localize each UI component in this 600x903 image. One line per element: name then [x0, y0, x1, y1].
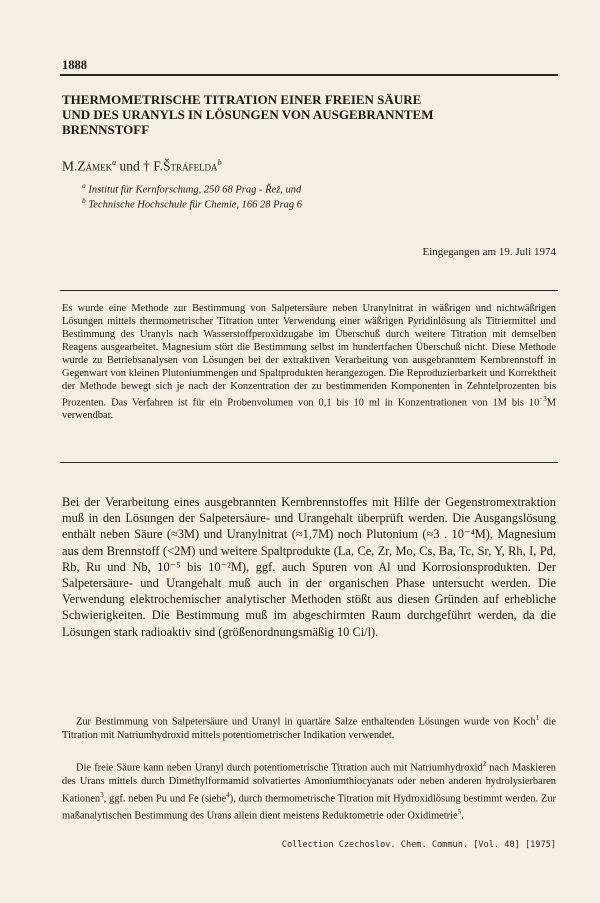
header-rule	[60, 74, 558, 76]
abstract-bottom-rule	[60, 462, 558, 463]
abstract: Es wurde eine Methode zur Bestimmung von Salpetersäure neben Uranylnitrat in wäßrigen und nichtwäßrigen Lösungen mittels thermometrischer Titration unter Verwendung einer wäßrigen Pyridinlösung als Titriermittel und Bestimmung des Uranyls nach Wasserstoffperoxidzugabe im Überschuß durch weitere Titration mit demselben Reagens ausgearbeitet. Magnesium stört die Bestimmung selbst im hundertfachen Überschuß nicht. Diese Methode wurde zu Betriebsanalysen von Lösungen bei der extraktiven Verarbeitung von ausgebranntem Kernbrennstoff in Gegenwart von kleinen Plutoniummengen und Spaltprodukten herangezogen. Die Reproduzierbarkeit und Korrektheit der Methode bewegt sich je nach der Konzentration der zu bestimmenden Komponenten in Zehntelprozenten bis Prozenten. Das Verfahren ist für ein Probenvolumen von 0,1 bis 10 ml in Konzentrationen von 1M bis $10^{-3}M$ verwendbar.	[62, 303, 556, 422]
author-strafelda: F.Štráfelda	[153, 158, 218, 174]
article-title: THERMOMETRISCHE TITRATION EINER FREIEN SÄURE UND DES URANYLS IN LÖSUNGEN VON AUSGEBRANNTEM BRENNSTOFF	[62, 92, 434, 137]
body-paragraph-2: Zur Bestimmung von Salpetersäure und Uranyl in quartäre Salze enthaltenden Lösungen wurde von Koch$^1$ die Titration mit Natriumhydroxid mittels potentiometrischer Indikation verwendet.	[62, 714, 556, 742]
affiliation-a: $^a$ Institut für Kernforschung, 250 68 Prag - Řež, und	[82, 181, 302, 196]
body-paragraph-3: Die freie Säure kann neben Uranyl durch potentiometrische Titration auch mit Natriumhydroxid$^2$ nach Maskieren des Urans mittels durch Dimethylformamid solvatiertes Amoniumthiocyanats oder neben anderen hydrolysierbaren Kationen$^3$, ggf. neben Pu und Fe (siehe$^4$), durch thermometrische Titration mit Hydroxidlösung bestimmt werden. Zur maßanalytischen Bestimmung des Urans allein dient meistens Reduktometrie oder Oxidimetrie$^5$.	[62, 760, 557, 822]
affiliation-b: $^b$ Technische Hochschule für Chemie, 166 28 Prag 6	[82, 196, 303, 211]
abstract-top-rule	[60, 290, 558, 291]
author-zamek: M.Zámek	[62, 158, 113, 174]
journal-citation: Collection Czechoslov. Chem. Commun. [Vol. 40] [1975]	[281, 840, 556, 850]
body-paragraph-1: Bei der Verarbeitung eines ausgebrannten Kernbrennstoffes mit Hilfe der Gegenstromextraktion muß in den Lösungen der Salpetersäure- und Urangehalt überprüft werden. Die Ausgangslösung enthält neben Säure (≈3M) und Uranylnitrat (≈1,7M) noch Plutonium (≈3 . 10⁻⁴M), Magnesium aus dem Brennstoff (<2M) und weitere Spaltprodukte (La, Ce, Zr, Mo, Cs, Ba, Tc, Sr, Y, Rh, I, Pd, Rb, Ru und Nb, 10⁻⁵ bis 10⁻²M), ggf. auch Spuren von Al und Korrosionsprodukten. Der Salpetersäure- und Urangehalt muß auch in der organischen Phase untersucht werden. Die Verwendung elektrochemischer analytischer Methoden stößt aus diesen Gründen auf erhebliche Schwierigkeiten. Die Bestimmung muß im abgeschirmten Raum durchgeführt werden, da die Lösungen stark radioaktiv sind (größenordnungsmäßig 10 Ci/l).	[62, 495, 556, 639]
page-number: 1888	[62, 58, 87, 72]
received-date: Eingegangen am 19. Juli 1974	[422, 246, 556, 258]
authors: M.Zámek$^a$ und † F.Štráfelda$^b$	[62, 158, 222, 174]
